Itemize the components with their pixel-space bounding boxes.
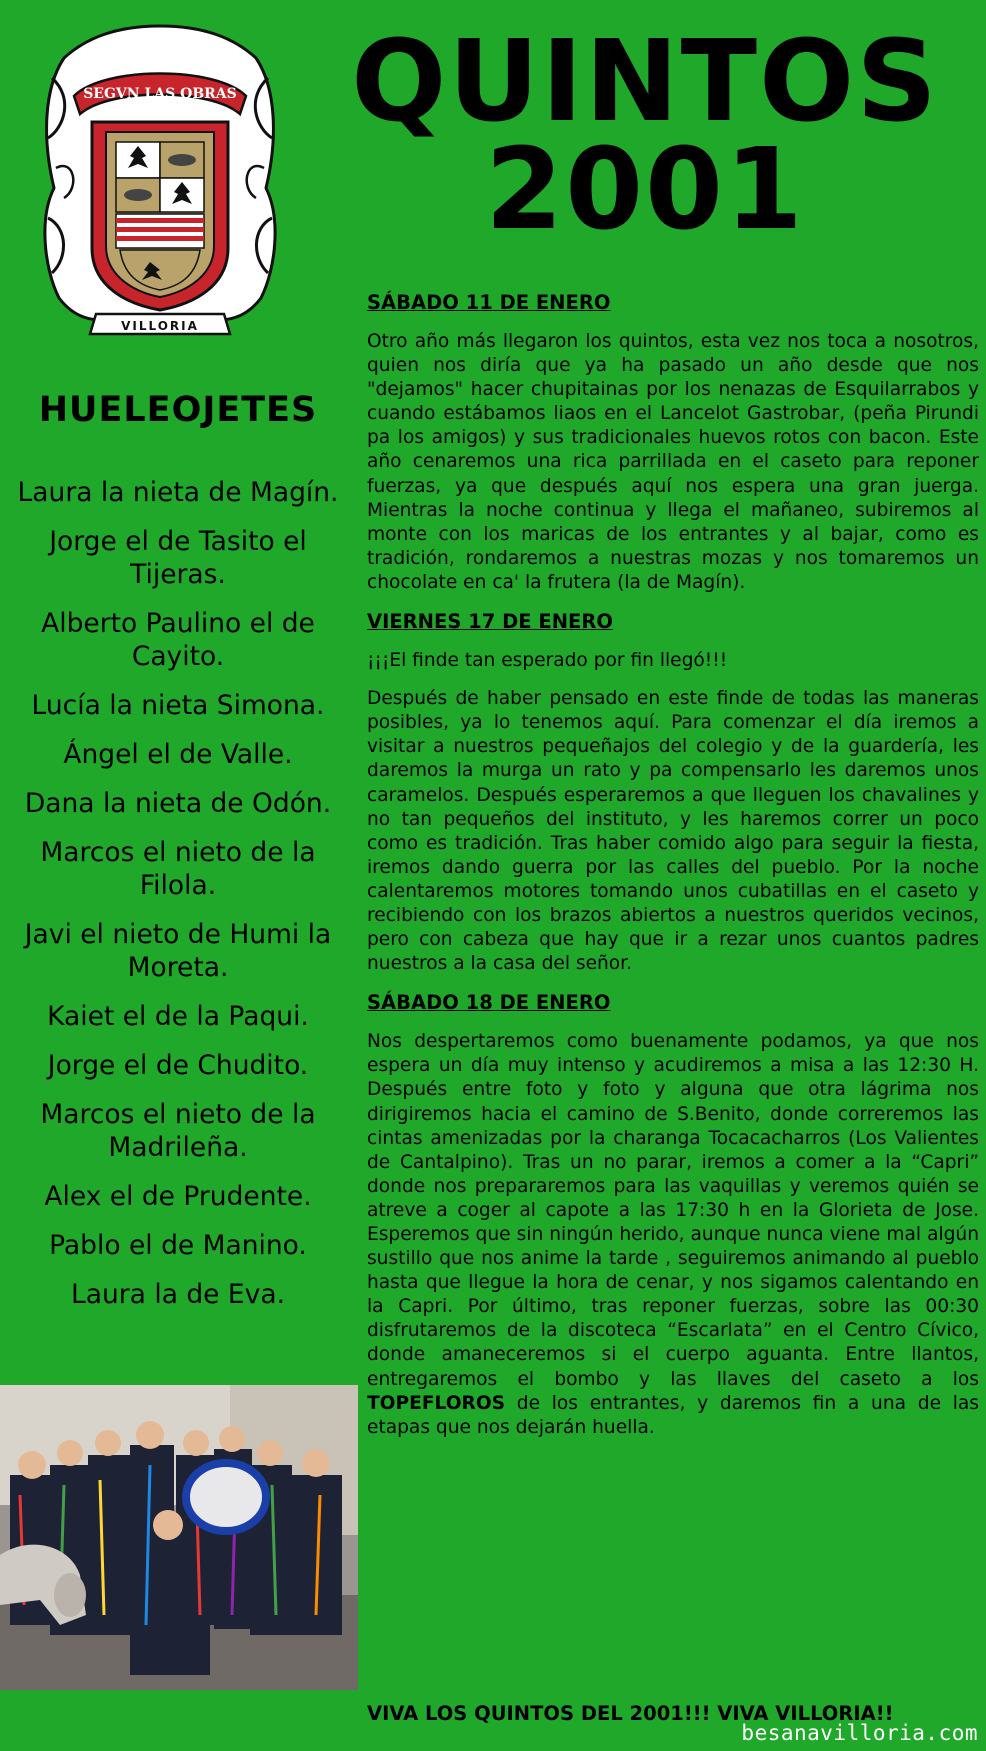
day3-heading: SÁBADO 18 DE ENERO [367, 991, 611, 1015]
member-item: Pablo el de Manino. [49, 1230, 307, 1261]
day3-text-after: de los entrantes, y daremos fin a una de las etapas que nos dejarán huella. [367, 1392, 979, 1438]
member-item: Laura la de Eva. [70, 1279, 286, 1310]
villoria-coat-of-arms [34, 18, 286, 358]
crest-motto: SEGVN LAS OBRAS [83, 86, 237, 102]
day3-text-before: Nos despertaremos como buenamente podamos, ya que nos espera un día muy intenso y acudiremos a misa a las 12:30 H. Después entre foto y foto y alguna que otra lágrima nos dirigiremos hacia el camino de S.Benito, donde correremos las cintas amenizadas por la charanga Tocacacharros (Los Valientes de Cantalpino). Tras un no parar, iremos a comer a la “Capri” donde nos prepararemos para las vaquillas y veremos quién se atreve a coger al capote a las 17:30 h en la Glorieta de Jose. Esperemos que sin ningún herido, aunque nunca viene mal algún sustillo que nos anime la tarde , seguiremos animando al pueblo hasta que llegue la hora de cenar, y nos sigamos calentando en la Capri. Por último, tras reponer fuerzas, sobre las 00:30 disfrutaremos de la discoteca “Escarlata” en el Centro Cívico, donde amaneceremos si el cuerpo aguanta. Entre llantos, entregaremos el bombo y las llaves del caseto a los [367, 1031, 979, 1390]
member-item: Jorge el de Chudito. [47, 1050, 309, 1081]
member-item: Marcos el nieto de la Filola. [40, 837, 316, 901]
member-item: Alberto Paulino el de Cayito. [41, 608, 315, 672]
day2-intro: ¡¡¡El finde tan esperado por fin llegó!!! [367, 650, 728, 672]
member-item: Marcos el nieto de la Madrileña. [40, 1099, 316, 1163]
title-line-1: QUINTOS [351, 17, 939, 147]
member-item: Dana la nieta de Odón. [24, 788, 332, 819]
member-list [0, 476, 356, 1327]
member-item: Alex el de Prudente. [44, 1181, 312, 1212]
day1-heading: SÁBADO 11 DE ENERO [367, 291, 611, 314]
day2-heading: VIERNES 17 DE ENERO [367, 610, 613, 634]
day3-text-bold: TOPEFLOROS [367, 1392, 506, 1414]
watermark: besanavilloria.com [741, 1721, 978, 1745]
day1-text: Otro año más llegaron los quintos, esta vez nos toca a nosotros, quien nos diría que ya ha pasado un año desde que nos "dejamos" hacer chupitainas por los nenazas de Esquilarrabos y cuando estábamos liaos en el Lancelot Gastrobar, (peña Pirundi pa los amigos) y sus tradicionales huevos rotos con bacon. Este año cenaremos una rica parrillada en el caseto para reponer fuerzas, ya que después aquí nos espera una gran juerga. Mientras la noche continua y llega el mañaneo, subiremos al monte con los maricas de los entrantes y al bajar, como es tradición, rondaremos a nuestras mozas y nos tomaremos un chocolate en ca' la frutera (la de Magín). [367, 331, 979, 593]
group-photo [0, 1385, 358, 1690]
member-item: Javi el nieto de Humi la Moreta. [24, 919, 332, 983]
member-item: Laura la nieta de Magín. [17, 477, 339, 508]
group-name: HUELEOJETES [38, 390, 318, 430]
member-item: Ángel el de Valle. [63, 739, 293, 770]
crest-town: VILLORIA [121, 319, 199, 333]
member-item: Jorge el de Tasito el Tijeras. [49, 526, 307, 590]
page-title [330, 17, 960, 255]
day3-text [367, 1030, 979, 1440]
day2-text: Después de haber pensado en este finde de todas las maneras posibles, ya lo tenemos aquí. Para comenzar el día iremos a visitar a nuestros pequeñajos del colegio y de la guardería, les daremos la murga un rato y pa compensarlo les daremos unos caramelos. Después esperaremos a que lleguen los chavalines y no tan pequeños del instituto, y les haremos correr un poco como es tradición. Tras haber comido algo para seguir la fiesta, iremos dando guerra por las calles del pueblo. Por la noche calentaremos motores tomando unos cubatillas en el caseto y recibiendo con los brazos abiertos a nuestros queridos vecinos, pero con cabeza que hay que ir a rezar unos cuantos padres nuestros a la casa del señor. [367, 688, 979, 975]
closing-slogan: VIVA LOS QUINTOS DEL 2001!!! VIVA VILLORIA!! [367, 1702, 894, 1725]
title-line-2: 2001 [485, 125, 805, 255]
program-content [367, 290, 979, 1454]
member-item: Kaiet el de la Paqui. [47, 1001, 309, 1032]
member-item: Lucía la nieta Simona. [31, 690, 325, 721]
